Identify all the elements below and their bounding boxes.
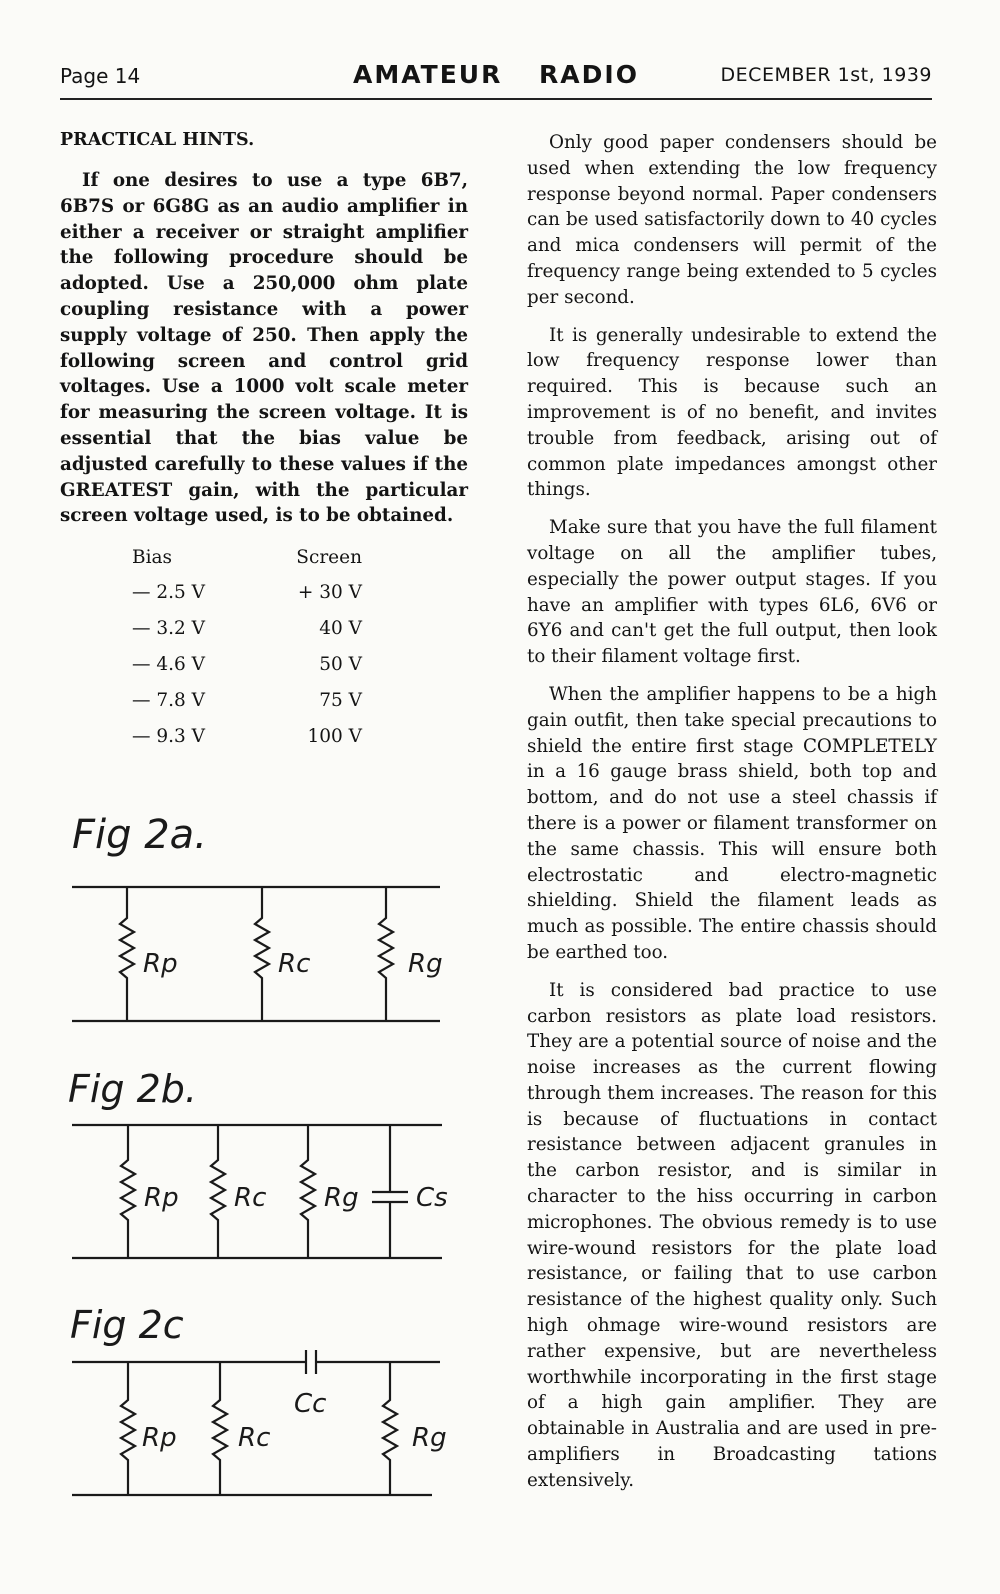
issue-date: DECEMBER 1st, 1939: [720, 64, 932, 86]
resistor-rg-symbol: [301, 1125, 315, 1258]
right-column: [527, 130, 937, 1506]
magazine-title: AMATEUR RADIO: [353, 60, 639, 89]
capacitor-cs-symbol: [372, 1125, 408, 1258]
paragraph-shielding: When the amplifier happens to be a high gain outfit, then take special precautions to shield the entire first stage COMPLETELY in a 16 gauge brass shield, both top and bottom, and do not use a steel chassis if there is a power or filament transformer on the same chassis. This will ensure both electrostatic and electro-magnetic shielding. Shield the filament leads as much as possible. The entire chassis should be earthed too.: [527, 683, 937, 963]
resistor-rg-symbol: [379, 887, 393, 1021]
resistor-rp-symbol: [121, 1125, 135, 1258]
cc-label: Cc: [294, 1389, 327, 1419]
bias-header: Bias: [132, 547, 173, 569]
bias-value: — 7.8 V: [132, 690, 206, 712]
screen-value: 50 V: [319, 654, 362, 676]
rp-label: Rp: [142, 1423, 177, 1453]
paragraph-filament: Make sure that you have the full filament voltage on all the amplifier tubes, especially the power output stages. If you have an amplifier with types 6L6, 6V6 or 6Y6 and can't get the full output, then look to their filament voltage first.: [527, 517, 937, 668]
rp-label: Rp: [143, 949, 178, 979]
screen-value: 75 V: [319, 690, 362, 712]
screen-value: 100 V: [307, 726, 362, 748]
resistor-rp-symbol: [120, 887, 134, 1021]
rc-label: Rc: [238, 1423, 271, 1453]
rg-label: Rg: [408, 949, 443, 979]
rg-label: Rg: [412, 1423, 447, 1453]
intro-paragraph: If one desires to use a type 6B7, 6B7S or 6G8G as an audio amplifier in either a receiver or straight amplifier the following procedure should be adopted. Use a 250,000 ohm plate coupling resistance with a power supply voltage of 250. Then apply the following screen and control grid voltages. Use a 1000 volt scale meter for measuring the screen voltage. It is essential that the bias value be adjusted carefully to these values if the GREATEST gain, with the particular screen voltage used, is to be obtained.: [60, 170, 468, 527]
resistor-rc-symbol: [255, 887, 269, 1021]
resistor-rg-symbol: [383, 1362, 397, 1495]
rc-label: Rc: [278, 949, 311, 979]
paragraph-resistors: It is considered bad practice to use carbon resistors as plate load resistors. They are a potential source of noise and the noise increases as the current flowing through them increases. The reason for this is because of fluctuations in contact resistance between adjacent granules in the carbon resistor, and is similar in character to the hiss occurring in carbon microphones. The obvious remedy is to use wire-wound resistors for the plate load resistance, or failing that to use carbon resistance of the highest quality only. Such high ohmage wire-wound resistors are rather expensive, but are nevertheless worthwhile incorporating in the first stage of a high gain amplifier. They are obtainable in Australia and are used in pre-amplifiers in Broadcasting tations extensively.: [527, 979, 937, 1491]
bias-value: — 2.5 V: [132, 582, 206, 604]
page-number: Page 14: [60, 64, 141, 88]
bias-value: — 4.6 V: [132, 654, 206, 676]
resistor-rc-symbol: [213, 1362, 227, 1495]
figure-label: Fig 2c: [70, 1303, 184, 1347]
bias-value: — 9.3 V: [132, 726, 206, 748]
paragraph-low-frequency: It is generally undesirable to extend the low frequency response lower than required. This is because such an improvement is of no benefit, and invites trouble from feedback, arising out of common plate impedances amongst other things.: [527, 324, 937, 501]
rp-label: Rp: [144, 1183, 179, 1213]
screen-header: Screen: [296, 547, 362, 569]
paragraph-condensers: Only good paper condensers should be used when extending the low frequency response beyond normal. Paper condensers can be used satisfactorily down to 40 cycles and mica condensers will permit of the frequency range being extended to 5 cycles per second.: [527, 132, 937, 308]
figure-label: Fig 2a.: [72, 812, 207, 858]
figure-2a: [72, 812, 443, 1021]
capacitor-cc-symbol: [306, 1350, 316, 1374]
figure-2b: [68, 1067, 448, 1258]
figure-2c: [70, 1303, 447, 1495]
rg-label: Rg: [324, 1183, 359, 1213]
resistor-rc-symbol: [211, 1125, 225, 1258]
cs-label: Cs: [416, 1183, 448, 1213]
section-title: PRACTICAL HINTS.: [60, 130, 255, 150]
screen-value: + 30 V: [297, 582, 362, 604]
rc-label: Rc: [234, 1183, 267, 1213]
resistor-rp-symbol: [121, 1362, 135, 1495]
figure-label: Fig 2b.: [68, 1067, 197, 1111]
bias-value: — 3.2 V: [132, 618, 206, 640]
screen-value: 40 V: [319, 618, 362, 640]
